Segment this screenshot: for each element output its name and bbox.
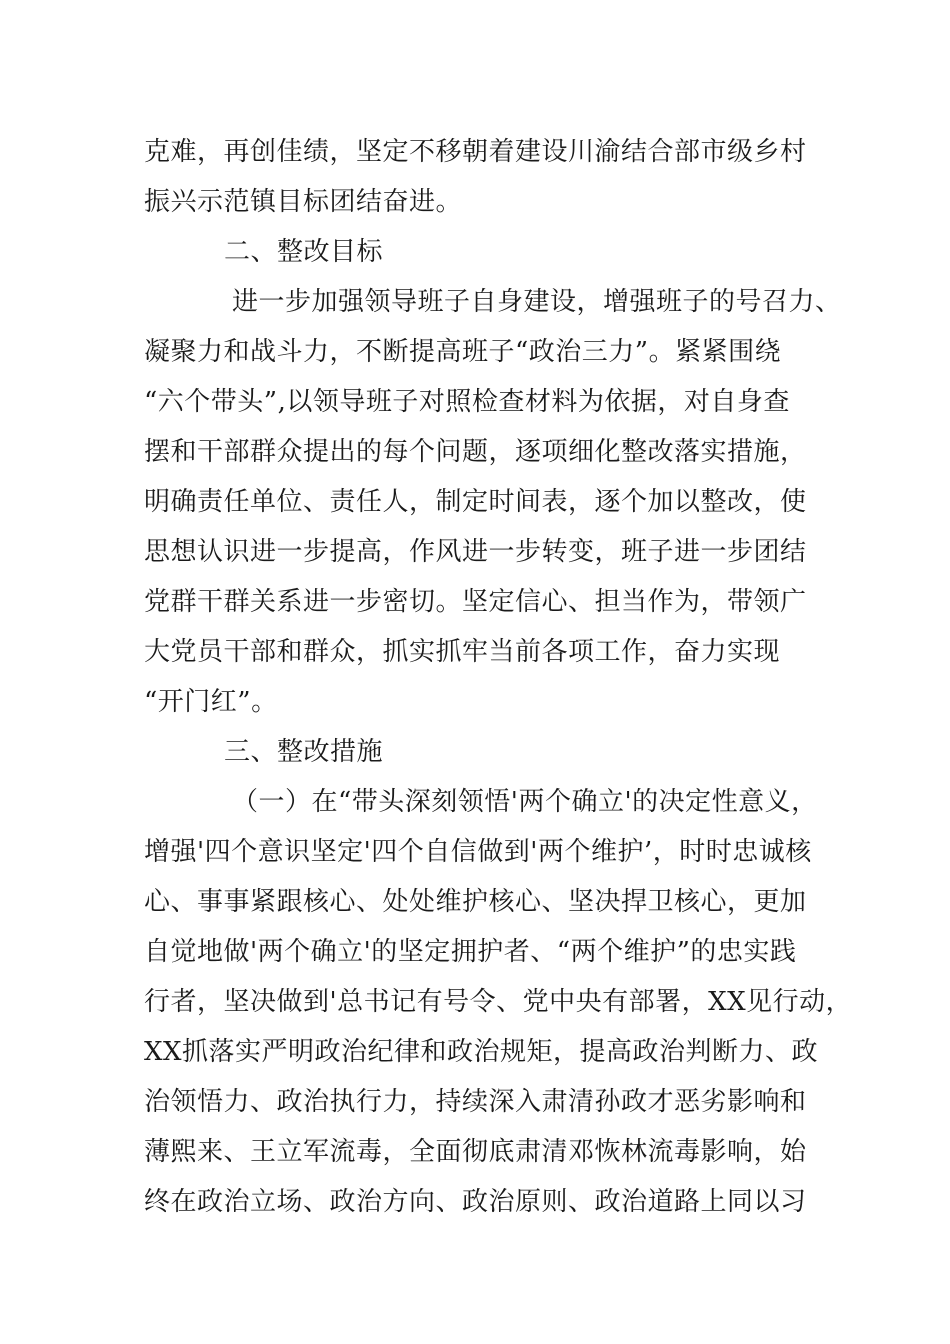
text-line-8: 明确责任单位、责任人，制定时间表，逐个加以整改，使 (144, 487, 807, 517)
text-line-11: 大党员干部和群众，抓实抓牢当前各项工作，奋力实现 (144, 637, 781, 667)
text-line-18: 行者，坚决做到'总书记有号令、党中央有部署，XX见行动， (144, 987, 853, 1017)
text-line-15: 增强'四个意识坚定'四个自信做到'两个维护’，时时忠诚核 (144, 837, 812, 867)
section-heading-measures: 三、整改措施 (224, 737, 384, 767)
text-line-12: “开门红”。 (144, 687, 278, 717)
text-line-22: 终在政治立场、政治方向、政治原则、政治道路上同以习 (144, 1187, 807, 1217)
text-line-19: XX抓落实严明政治纪律和政治规矩，提高政治判断力、政 (144, 1037, 819, 1067)
text-line-2: 振兴示范镇目标团结奋进。 (144, 187, 463, 217)
section-heading-goals: 二、整改目标 (224, 237, 384, 267)
text-line-14: （一）在“带头深刻领悟'两个确立'的决定性意义， (232, 787, 818, 817)
text-line-1: 克难，再创佳绩，坚定不移朝着建设川渝结合部市级乡村 (144, 137, 807, 167)
text-line-5: 凝聚力和战斗力，不断提高班子“政治三力”。紧紧围绕 (144, 337, 782, 367)
text-line-16: 心、事事紧跟核心、处处维护核心、坚决捍卫核心，更加 (144, 887, 807, 917)
text-line-10: 党群干群关系进一步密切。坚定信心、担当作为，带领广 (144, 587, 807, 617)
text-line-4: 进一步加强领导班子自身建设，增强班子的号召力、 (232, 287, 842, 317)
text-line-6: “六个带头”,以领导班子对照检查材料为依据，对自身查 (144, 387, 790, 417)
text-line-21: 薄熙来、王立军流毒，全面彻底肃清邓恢林流毒影响，始 (144, 1137, 807, 1167)
text-line-20: 治领悟力、政治执行力，持续深入肃清孙政才恶劣影响和 (144, 1087, 807, 1117)
text-line-7: 摆和干部群众提出的每个问题，逐项细化整改落实措施， (144, 437, 807, 467)
text-line-9: 思想认识进一步提高，作风进一步转变，班子进一步团结 (144, 537, 807, 567)
text-line-17: 自觉地做'两个确立'的坚定拥护者、“两个维护”的忠实践 (144, 937, 797, 967)
